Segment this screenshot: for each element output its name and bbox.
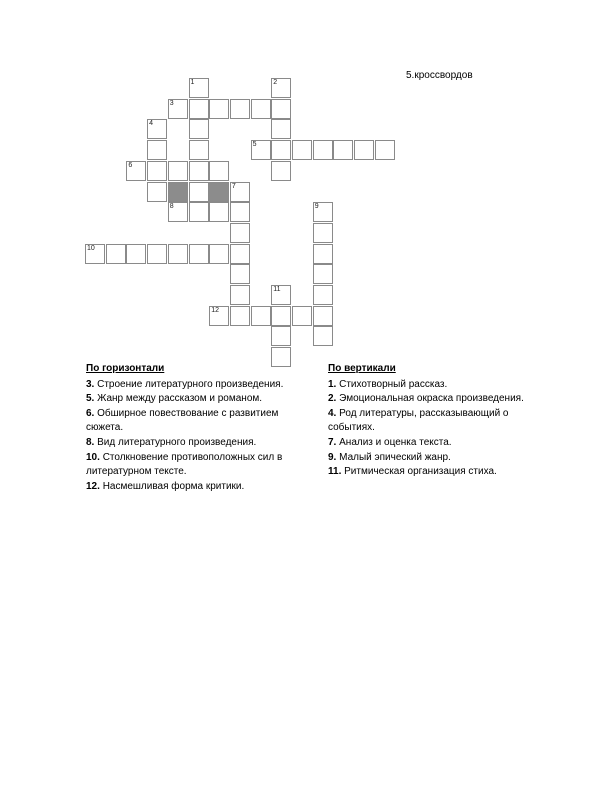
crossword-cell[interactable] [313, 285, 333, 305]
crossword-cell[interactable] [189, 119, 209, 139]
clue-number: 1 [190, 79, 195, 86]
crossword-cell[interactable] [168, 202, 188, 222]
crossword-cell[interactable] [189, 99, 209, 119]
crossword-cell[interactable] [230, 244, 250, 264]
crossword-cell[interactable] [271, 285, 291, 305]
crossword-cell[interactable] [292, 140, 312, 160]
crossword-cell[interactable] [271, 161, 291, 181]
crossword-cell[interactable] [271, 119, 291, 139]
crossword-cell[interactable] [230, 285, 250, 305]
crossword-cell[interactable] [251, 306, 271, 326]
crossword-cell[interactable] [209, 244, 229, 264]
crossword-cell[interactable] [189, 202, 209, 222]
crossword-cell[interactable] [271, 99, 291, 119]
crossword-cell[interactable] [230, 264, 250, 284]
clue-down-1: 1. Стихотворный рассказ. [328, 378, 448, 390]
crossword-cell[interactable] [375, 140, 395, 160]
clue-number: 11 [273, 286, 281, 293]
crossword-cell[interactable] [251, 140, 271, 160]
crossword-cell[interactable] [271, 140, 291, 160]
crossword-cell[interactable] [251, 99, 271, 119]
crossword-cell[interactable] [106, 244, 126, 264]
clue-number: 2 [273, 79, 278, 86]
crossword-cell[interactable] [230, 202, 250, 222]
crossword-cell[interactable] [313, 244, 333, 264]
crossword-cell[interactable] [147, 140, 167, 160]
crossword-cell[interactable] [230, 306, 250, 326]
crossword-cell[interactable] [209, 99, 229, 119]
crossword-cell[interactable] [354, 140, 374, 160]
clue-down-11: 11. Ритмическая организация стиха. [328, 466, 497, 478]
crossword-cell[interactable] [189, 182, 209, 202]
clue-across-5: 5. Жанр между рассказом и романом. [86, 393, 263, 405]
crossword-cell[interactable] [168, 99, 188, 119]
crossword-cell[interactable] [126, 244, 146, 264]
crossword-cell[interactable] [189, 244, 209, 264]
crossword-cell[interactable] [168, 244, 188, 264]
clue-number: 3 [169, 99, 174, 107]
down-clues [328, 362, 553, 480]
clue-number: 12 [211, 306, 219, 314]
crossword-cell[interactable] [313, 306, 333, 326]
clue-down-7: 7. Анализ и оценка текста. [328, 436, 452, 448]
crossword-cell[interactable] [147, 161, 167, 181]
crossword-cell[interactable] [209, 202, 229, 222]
crossword-cell[interactable] [147, 119, 167, 139]
clue-number: 10 [87, 244, 95, 252]
clue-down-4: 4. Род литературы, рассказывающий о событиях. [328, 407, 509, 434]
clue-number: 8 [169, 203, 174, 211]
crossword-cell[interactable] [147, 244, 167, 264]
clue-across-8: 8. Вид литературного произведения. [86, 436, 257, 448]
crossword-cell[interactable] [271, 306, 291, 326]
crossword-cell[interactable] [147, 182, 167, 202]
crossword-cell[interactable] [313, 140, 333, 160]
clue-number: 5 [252, 141, 257, 149]
crossword-cell[interactable] [85, 244, 105, 264]
crossword-cell[interactable] [189, 78, 209, 98]
clue-across-3: 3. Строение литературного произведения. [86, 378, 284, 390]
crossword-cell[interactable] [189, 161, 209, 181]
crossword-cell[interactable] [168, 161, 188, 181]
crossword-cell[interactable] [209, 161, 229, 181]
crossword-cell[interactable] [209, 306, 229, 326]
clue-across-6: 6. Обширное повествование с развитием сюжета. [86, 407, 279, 434]
crossword-cell[interactable] [230, 99, 250, 119]
crossword-cell[interactable] [292, 306, 312, 326]
clue-across-10: 10. Столкновение противоположных сил в литературном тексте. [86, 451, 283, 478]
crossword-cell[interactable] [230, 223, 250, 243]
clue-down-9: 9. Малый эпический жанр. [328, 451, 451, 463]
crossword-cell[interactable] [189, 140, 209, 160]
crossword-grid [0, 0, 612, 360]
clue-number: 6 [128, 161, 133, 169]
crossword-cell-shaded [168, 182, 188, 202]
crossword-cell[interactable] [271, 78, 291, 98]
clue-number: 4 [149, 120, 153, 128]
down-heading: По вертикали [328, 363, 396, 374]
crossword-cell-shaded [209, 182, 229, 202]
across-clues [86, 362, 311, 494]
clue-number: 7 [231, 182, 236, 190]
clue-down-2: 2. Эмоциональная окраска произведения. [328, 393, 524, 405]
page-title: 5.кроссвордов [406, 70, 473, 81]
clue-across-12: 12. Насмешливая форма критики. [86, 480, 245, 492]
crossword-cell[interactable] [313, 223, 333, 243]
across-heading: По горизонтали [86, 363, 165, 374]
clue-number: 9 [314, 203, 319, 211]
crossword-cell[interactable] [313, 202, 333, 222]
crossword-cell[interactable] [333, 140, 353, 160]
crossword-cell[interactable] [126, 161, 146, 181]
crossword-cell[interactable] [271, 326, 291, 346]
crossword-cell[interactable] [313, 326, 333, 346]
crossword-cell[interactable] [230, 182, 250, 202]
crossword-cell[interactable] [313, 264, 333, 284]
